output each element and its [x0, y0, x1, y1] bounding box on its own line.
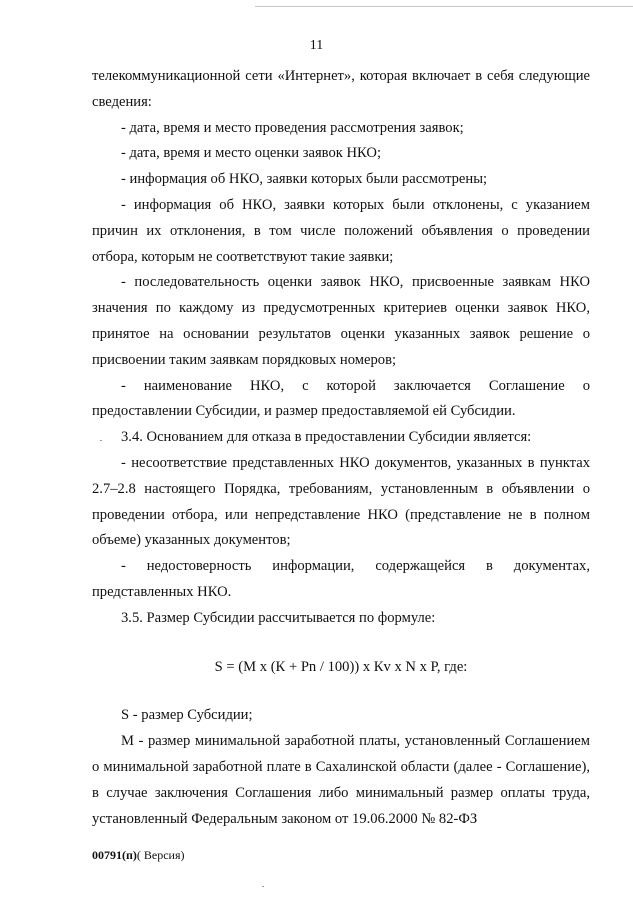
section-3-4: 3.4. Основанием для отказа в предоставлении Субсидии является:: [121, 429, 532, 446]
scan-speck: [262, 886, 264, 887]
definition-m: М - размер минимальной заработной платы, установленный Соглашением о минимальной заработной плате в Сахалинской области (далее - Соглашение), в случае заключения Соглашения либо минимальный размер оплаты труда, установленный Федеральным законом от 19.06.2000 № 82-ФЗ: [92, 733, 590, 827]
list-item: - наименование НКО, с которой заключается Соглашение о предоставлении Субсидии, и размер предоставляемой ей Субсидии.: [92, 377, 590, 420]
list-item: - недостоверность информации, содержащейся в документах, представленных НКО.: [92, 558, 590, 600]
version-label: ( Версия): [136, 848, 185, 862]
document-footer: [92, 848, 185, 863]
list-item: - последовательность оценки заявок НКО, присвоенные заявкам НКО значения по каждому из предусмотренных критериев оценки заявок НКО, принятое на основании результатов оценки указанных заявок решение о присвоении таким заявкам порядковых номеров;: [92, 274, 590, 368]
list-item: - информация об НКО, заявки которых были рассмотрены;: [121, 171, 488, 188]
document-body: [92, 64, 590, 832]
doc-id: 00791(п): [92, 848, 137, 862]
definition-s: S - размер Субсидии;: [121, 707, 253, 724]
scan-top-rule: [255, 6, 633, 7]
list-item: - дата, время и место проведения рассмотрения заявок;: [121, 119, 464, 136]
list-item: - дата, время и место оценки заявок НКО;: [121, 145, 381, 162]
formula: S = (М х (К + Рn / 100)) х Кv х N х Р, где:: [214, 658, 468, 675]
paragraph-continuation: телекоммуникационной сети «Интернет», которая включает в себя следующие сведения:: [92, 68, 590, 110]
section-3-5: 3.5. Размер Субсидии рассчитывается по формуле:: [121, 609, 436, 626]
list-item: - несоответствие представленных НКО документов, указанных в пунктах 2.7–2.8 настоящего Порядка, требованиям, установленным в объявлении о проведении отбора, или непредставление НКО (представление не в полном объеме) указанных документов;: [92, 454, 590, 549]
page-number: 11: [309, 38, 324, 53]
scan-speck: [100, 440, 102, 441]
list-item: - информация об НКО, заявки которых были отклонены, с указанием причин их отклонения, в том числе положений объявления о проведении отбора, которым не соответствуют такие заявки;: [92, 196, 590, 265]
